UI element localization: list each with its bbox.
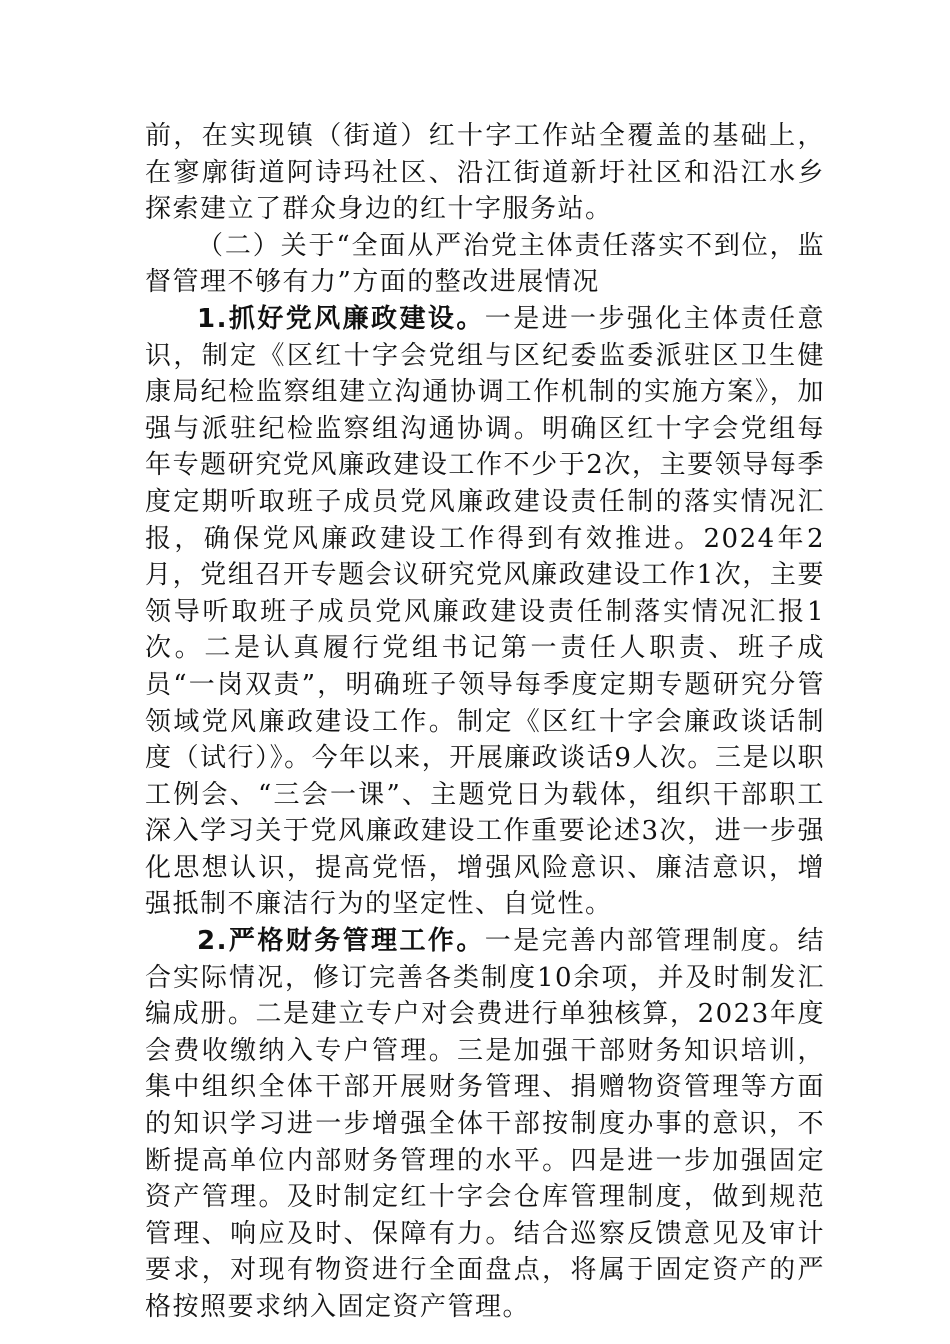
section-heading-text: （二）关于“全面从严治党主体责任落实不到位，监督管理不够有力”方面的整改进展情况 (145, 230, 825, 298)
item-heading: 2.严格财务管理工作。 (197, 926, 485, 957)
paragraph-item-2 (145, 923, 825, 1326)
paragraph-text: 一是完善内部管理制度。结合实际情况，修订完善各类制度10余项，并及时制发汇编成册。二是建立专户对会费进行单独核算，2023年度会费收缴纳入专户管理。三是加强干部财务知识培训，集中组织全体干部开展财务管理、捐赠物资管理等方面的知识学习进一步增强全体干部按制度办事的意识，不断提高单位内部财务管理的水平。四是进一步加强固定资产管理。及时制定红十字会仓库管理制度，做到规范管理、响应及时、保障有力。结合巡察反馈意见及审计要求，对现有物资进行全面盘点，将属于固定资产的严格按照要求纳入固定资产管理。 (145, 926, 825, 1322)
paragraph-item-1 (145, 301, 825, 923)
paragraph-text: 前，在实现镇（街道）红十字工作站全覆盖的基础上，在寥廓街道阿诗玛社区、沿江街道新圩社区和沿江水乡探索建立了群众身边的红十字服务站。 (145, 121, 825, 225)
paragraph-continuation (145, 118, 825, 228)
paragraph-text: 一是进一步强化主体责任意识，制定《区红十字会党组与区纪委监委派驻区卫生健康局纪检监察组建立沟通协调工作机制的实施方案》，加强与派驻纪检监察组沟通协调。明确区红十字会党组每年专题研究党风廉政建设工作不少于2次，主要领导每季度定期听取班子成员党风廉政建设责任制的落实情况汇报，确保党风廉政建设工作得到有效推进。2024年2月，党组召开专题会议研究党风廉政建设工作1次，主要领导听取班子成员党风廉政建设责任制落实情况汇报1次。二是认真履行党组书记第一责任人职责、班子成员“一岗双责”，明确班子领导每季度定期专题研究分管领域党风廉政建设工作。制定《区红十字会廉政谈话制度（试行）》。今年以来，开展廉政谈话9人次。三是以职工例会、“三会一课”、主题党日为载体，组织干部职工深入学习关于党风廉政建设工作重要论述3次，进一步强化思想认识，提高党悟，增强风险意识、廉洁意识，增强抵制不廉洁行为的坚定性、自觉性。 (145, 303, 825, 920)
section-heading-2 (145, 228, 825, 301)
item-heading: 1.抓好党风廉政建设。 (197, 303, 485, 334)
document-body (145, 118, 825, 1326)
